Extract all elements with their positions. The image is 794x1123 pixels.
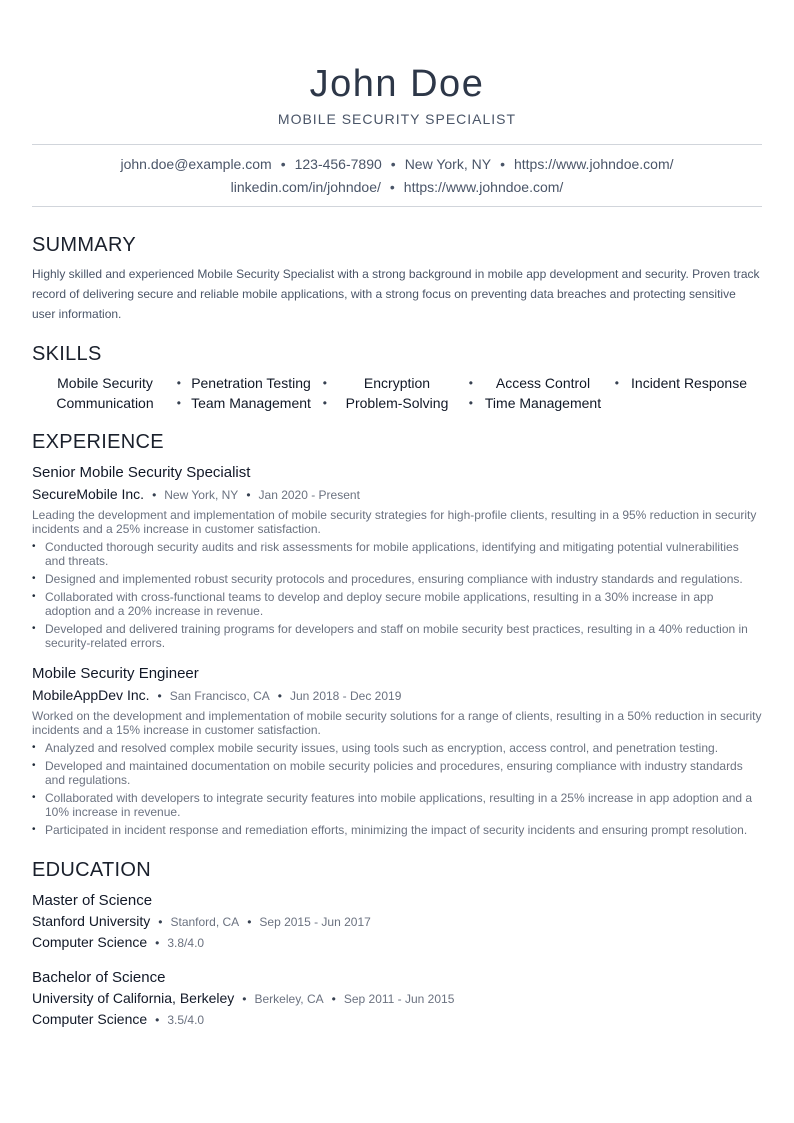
- meta-separator: •: [277, 689, 282, 703]
- job-description: Worked on the development and implementation of mobile security solutions for a range of clients, resulting in a 50% reduction in security incidents and a 15% increase in customer satisfaction.: [32, 709, 762, 737]
- skill-separator: •: [468, 396, 473, 410]
- summary-heading: SUMMARY: [32, 234, 136, 256]
- edu-field: Computer Science: [32, 1011, 148, 1027]
- skill-label: Team Management: [191, 395, 311, 411]
- meta-separator: •: [247, 915, 252, 929]
- skill-label: Access Control: [495, 375, 591, 391]
- meta-separator: •: [158, 915, 163, 929]
- bullet-dot: •: [32, 623, 36, 634]
- bullet-dot: •: [32, 591, 36, 602]
- edu-gpa: 3.5/4.0: [167, 1013, 205, 1027]
- contact-email[interactable]: john.doe@example.com: [120, 156, 272, 172]
- skill-separator: •: [614, 376, 619, 390]
- bullet-text: Analyzed and resolved complex mobile security issues, using tools such as encryption, access control, and penetration testing.: [45, 741, 719, 755]
- job-dates: Jun 2018 - Dec 2019: [289, 689, 402, 703]
- skill-separator: •: [322, 396, 327, 410]
- skill-item: [324, 373, 473, 393]
- skill-item: [324, 393, 473, 413]
- resume-header: [32, 0, 762, 128]
- summary-text: Highly skilled and experienced Mobile Security Specialist with a strong background in mobile app development and security. Proven track record of delivering secure and reliable mobile applications, with a strong focus on preventing data breaches and protecting sensitive user information.: [32, 267, 760, 321]
- job-dates: Jan 2020 - Present: [258, 488, 360, 502]
- job-role: Senior Mobile Security Specialist: [32, 464, 251, 481]
- meta-separator: •: [152, 488, 157, 502]
- list-item: [32, 823, 762, 837]
- skill-item: [616, 373, 762, 393]
- skill-label: Problem-Solving: [345, 395, 449, 411]
- skill-item: [32, 393, 181, 413]
- header-divider-bottom: [32, 206, 762, 207]
- skill-item: [178, 373, 327, 393]
- job-location: New York, NY: [164, 488, 239, 502]
- edu-location: Stanford, CA: [170, 915, 240, 929]
- summary-section: [32, 232, 762, 324]
- skill-separator: •: [176, 396, 181, 410]
- edu-field-row: [32, 1009, 762, 1030]
- bullet-text: Developed and maintained documentation on mobile security policies and procedures, ensuring compliance with industry standards and regulations.: [45, 759, 743, 787]
- list-item: [32, 759, 762, 787]
- edu-degree: Bachelor of Science: [32, 969, 166, 986]
- skill-label: Time Management: [484, 395, 602, 411]
- skill-label: Penetration Testing: [191, 375, 311, 391]
- meta-separator: •: [155, 1013, 160, 1027]
- job-description: Leading the development and implementation of mobile security strategies for high-profile clients, resulting in a 95% reduction in security incidents and a 25% increase in customer satisfaction.: [32, 508, 757, 536]
- job-entry: [32, 664, 762, 837]
- education-section: [32, 857, 762, 1030]
- contact-website-secondary[interactable]: https://www.johndoe.com/: [403, 179, 564, 195]
- skill-separator: •: [322, 376, 327, 390]
- contact-line-1: [32, 153, 762, 176]
- bullet-text: Collaborated with cross-functional teams to develop and deploy secure mobile applications, resulting in a 30% increase in app adoption and a 20% increase in revenue.: [45, 590, 714, 618]
- edu-school-row: [32, 988, 762, 1009]
- edu-school-row: [32, 911, 762, 932]
- job-company: SecureMobile Inc.: [32, 486, 145, 502]
- candidate-name: John Doe: [309, 63, 485, 105]
- list-item: [32, 540, 762, 568]
- skills-heading: SKILLS: [32, 343, 102, 365]
- bullet-text: Conducted thorough security audits and risk assessments for mobile applications, identifying and mitigating potential vulnerabilities and threats.: [45, 540, 739, 568]
- bullet-dot: •: [32, 541, 36, 552]
- job-company: MobileAppDev Inc.: [32, 687, 150, 703]
- job-bullets: [32, 540, 762, 650]
- meta-separator: •: [331, 992, 336, 1006]
- meta-separator: •: [155, 936, 160, 950]
- edu-dates: Sep 2015 - Jun 2017: [259, 915, 371, 929]
- list-item: [32, 572, 762, 586]
- skills-list: [32, 373, 762, 413]
- meta-separator: •: [246, 488, 251, 502]
- job-location: San Francisco, CA: [169, 689, 270, 703]
- list-item: [32, 741, 762, 755]
- skill-label: Incident Response: [631, 375, 747, 391]
- bullet-dot: •: [32, 824, 36, 835]
- bullet-dot: •: [32, 760, 36, 771]
- contact-separator: •: [500, 156, 505, 172]
- edu-field-row: [32, 932, 762, 953]
- bullet-dot: •: [32, 742, 36, 753]
- education-entry: [32, 891, 762, 953]
- edu-school: Stanford University: [32, 913, 151, 929]
- skill-label: Encryption: [363, 375, 431, 391]
- edu-degree: Master of Science: [32, 892, 153, 909]
- job-bullets: [32, 741, 762, 837]
- bullet-text: Developed and delivered training programs for developers and staff on mobile security best practices, resulting in a 40% reduction in security-related errors.: [45, 622, 748, 650]
- contact-linkedin[interactable]: linkedin.com/in/johndoe/: [230, 179, 381, 195]
- bullet-text: Participated in incident response and remediation efforts, minimizing the impact of security incidents and ensuring prompt resolution.: [45, 823, 748, 837]
- skill-item: [470, 373, 619, 393]
- skill-label: Mobile Security: [57, 375, 153, 391]
- contact-separator: •: [390, 156, 396, 172]
- meta-separator: •: [157, 689, 162, 703]
- job-meta: [32, 685, 762, 706]
- edu-field: Computer Science: [32, 934, 148, 950]
- bullet-dot: •: [32, 573, 36, 584]
- contact-info: [32, 145, 762, 206]
- education-heading: EDUCATION: [32, 859, 151, 881]
- edu-location: Berkeley, CA: [254, 992, 324, 1006]
- bullet-text: Designed and implemented robust security protocols and procedures, ensuring compliance with industry standards and regulations.: [45, 572, 743, 586]
- job-meta: [32, 484, 762, 505]
- education-entry: [32, 968, 762, 1030]
- skill-label: Communication: [56, 395, 154, 411]
- contact-separator: •: [389, 179, 395, 195]
- skill-item: [470, 393, 616, 413]
- edu-gpa: 3.8/4.0: [167, 936, 205, 950]
- edu-dates: Sep 2011 - Jun 2015: [343, 992, 455, 1006]
- experience-heading: EXPERIENCE: [32, 431, 164, 453]
- bullet-dot: •: [32, 792, 36, 803]
- bullet-text: Collaborated with developers to integrate security features into mobile applications, resulting in a 25% increase in app adoption and a 10% increase in revenue.: [45, 791, 753, 819]
- contact-location: New York, NY: [404, 156, 492, 172]
- contact-line-2: [32, 176, 762, 199]
- list-item: [32, 622, 762, 650]
- contact-website[interactable]: https://www.johndoe.com/: [513, 156, 674, 172]
- contact-phone[interactable]: 123-456-7890: [294, 156, 382, 172]
- candidate-title: MOBILE SECURITY SPECIALIST: [277, 111, 517, 127]
- list-item: [32, 791, 762, 819]
- job-role: Mobile Security Engineer: [32, 665, 199, 682]
- experience-section: [32, 429, 762, 837]
- skill-item: [178, 393, 327, 413]
- job-entry: [32, 463, 762, 650]
- skills-section: [32, 341, 762, 413]
- list-item: [32, 590, 762, 618]
- skill-item: [32, 373, 181, 393]
- skill-separator: •: [176, 376, 181, 390]
- edu-school: University of California, Berkeley: [32, 990, 235, 1006]
- meta-separator: •: [242, 992, 247, 1006]
- contact-separator: •: [280, 156, 286, 172]
- skill-separator: •: [468, 376, 473, 390]
